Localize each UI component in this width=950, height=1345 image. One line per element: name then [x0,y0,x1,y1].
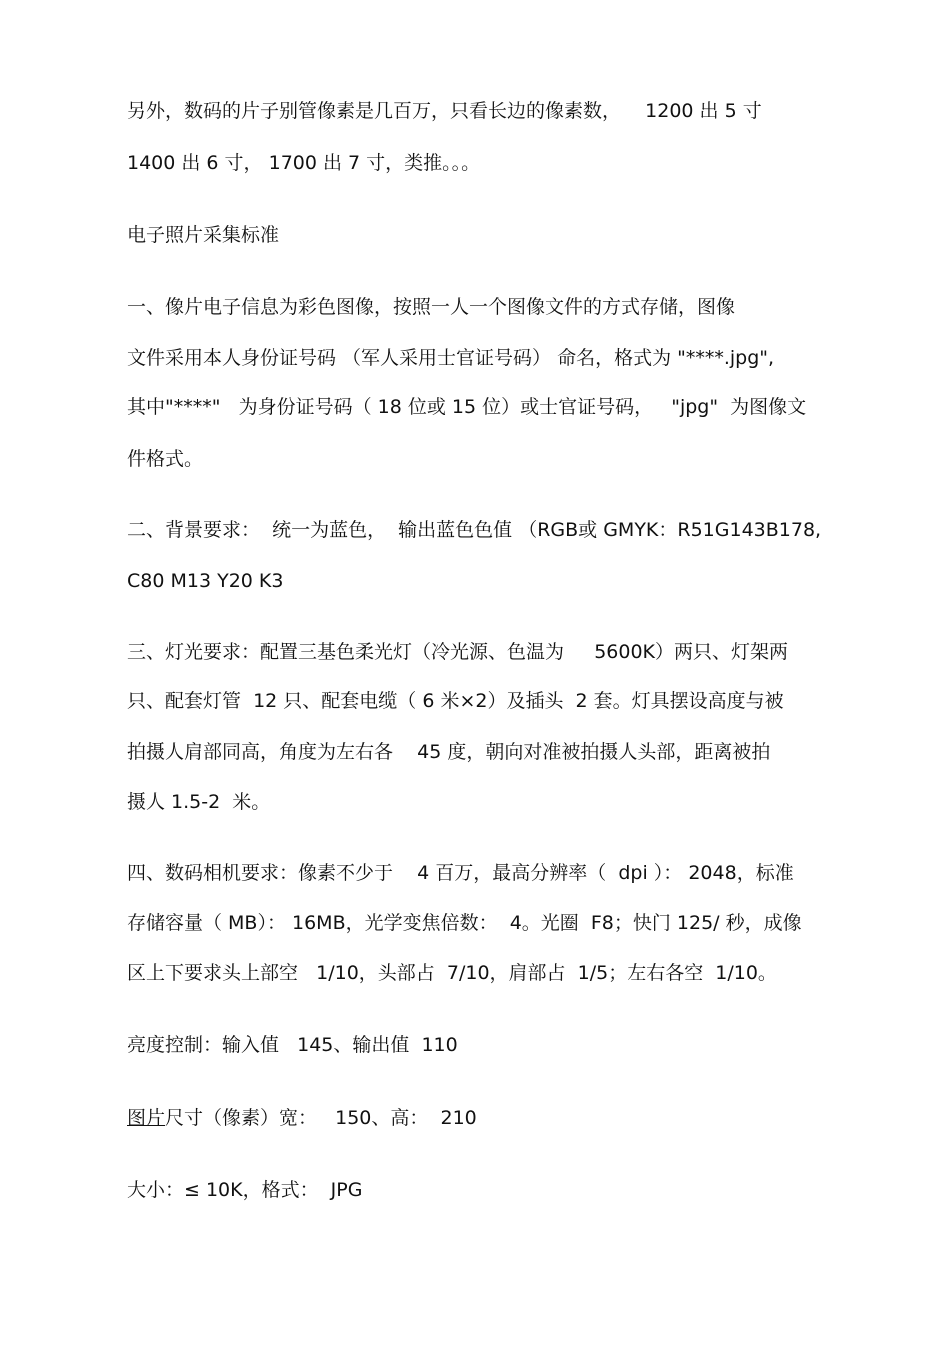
image-size-underlined: 图片 [127,1107,166,1129]
p3-line-1: 三、灯光要求：配置三基色柔光灯（冷光源、色温为 5600K）两只、灯架两 [127,641,789,663]
p1-line-3: 其中"****" 为身份证号码（ 18 位或 15 位）或士官证号码， "jpg" 为图像文 [127,396,807,418]
p1-line-1: 一、像片电子信息为彩色图像，按照一人一个图像文件的方式存储，图像 [127,296,736,318]
brightness-line: 亮度控制：输入值 145、输出值 110 [127,1034,458,1056]
p1-line-4: 件格式。 [127,448,204,470]
p3-line-2: 只、配套灯管 12 只、配套电缆（ 6 米×2）及插头 2 套。灯具摆设高度与被 [127,690,784,712]
intro-line-2: 1400 出 6 寸， 1700 出 7 寸，类推。。。 [127,152,481,174]
p3-line-4: 摄人 1.5-2 米。 [127,791,271,813]
p2-line-2: C80 M13 Y20 K3 [127,570,284,592]
image-size-line [127,1105,827,1131]
image-size-rest: 尺寸（像素）宽： 150、高： 210 [165,1107,477,1129]
intro-line-1: 另外，数码的片子别管像素是几百万，只看长边的像素数， 1200 出 5 寸 [127,100,762,122]
section-heading: 电子照片采集标准 [127,224,280,246]
p4-line-1: 四、数码相机要求：像素不少于 4 百万，最高分辨率（ dpi ）： 2048，标准 [127,862,794,884]
p4-line-2: 存储容量（ MB）： 16MB，光学变焦倍数： 4。光圈 F8；快门 125/ 秒，成像 [127,912,802,934]
file-size-line: 大小：≤ 10K，格式： JPG [127,1179,363,1201]
p4-line-3: 区上下要求头上部空 1/10，头部占 7/10，肩部占 1/5；左右各空 1/10。 [127,962,777,984]
p1-line-2: 文件采用本人身份证号码 （军人采用士官证号码） 命名，格式为 "****.jpg", [127,347,775,369]
p2-line-1: 二、背景要求： 统一为蓝色， 输出蓝色色值 （RGB或 GMYK：R51G143B178, [127,519,822,541]
p3-line-3: 拍摄人肩部同高，角度为左右各 45 度，朝向对准被拍摄人头部，距离被拍 [127,741,771,763]
